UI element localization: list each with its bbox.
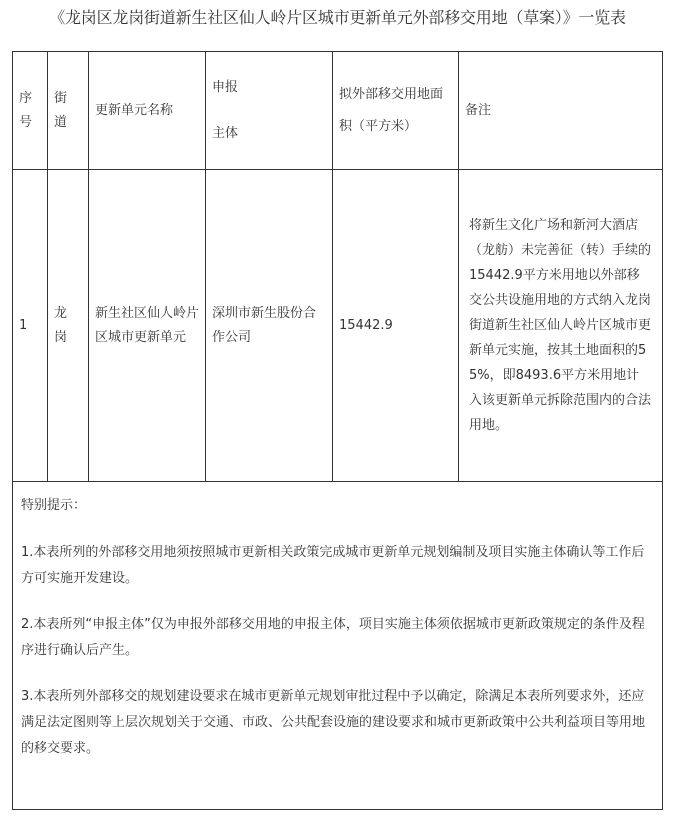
header-area: 拟外部移交用地面 积（平方米） [333, 52, 459, 170]
note-item-2: 2.本表所列“申报主体”仅为申报外部移交用地的申报主体，项目实施主体须依据城市更新政策规定的条件及程序进行确认后产生。 [21, 617, 645, 658]
transfer-land-table [12, 51, 663, 810]
row-area: 15442.9 [333, 170, 459, 482]
row-remark [459, 170, 663, 482]
note-item-3: 3.本表所列外部移交的规划建设要求在城市更新单元规划审批过程中予以确定，除满足本表所列要求外，还应满足法定图则等上层次规划关于交通、市政、公共配套设施的建设要求和城市更新政策中公共利益项目等用地的移交要求。 [21, 689, 646, 756]
header-street: 街 道 [48, 52, 89, 170]
table-header-row [13, 52, 663, 170]
row-unit-name: 新生社区仙人岭片区城市更新单元 [89, 170, 206, 482]
notes-cell [13, 482, 663, 810]
notes-title: 特别提示： [21, 498, 87, 513]
header-seq: 序 号 [13, 52, 48, 170]
row-seq: 1 [13, 170, 48, 482]
row-applicant: 深圳市新生股份合作公司 [206, 170, 333, 482]
header-remark: 备注 [459, 52, 663, 170]
notes-row [13, 482, 663, 810]
document-title: 《龙岗区龙岗街道新生社区仙人岭片区城市更新单元外部移交用地（草案）》一览表 [49, 8, 626, 27]
row-street: 龙 岗 [48, 170, 89, 482]
header-unit-name: 更新单元名称 [89, 52, 206, 170]
header-applicant: 申报 主体 [206, 52, 333, 170]
table-row [13, 170, 663, 482]
remark-text: 将新生文化广场和新河大酒店（龙舫）未完善征（转）手续的15442.9平方米用地以外部移交公共设施用地的方式纳入龙岗街道新生社区仙人岭片区城市更新单元实施，按其土地面积的55%，即8493.6平方米用地计入该更新单元拆除范围内的合法用地。 [469, 218, 652, 433]
note-item-1: 1.本表所列的外部移交用地须按照城市更新相关政策完成城市更新单元规划编制及项目实施主体确认等工作后方可实施开发建设。 [21, 545, 645, 586]
